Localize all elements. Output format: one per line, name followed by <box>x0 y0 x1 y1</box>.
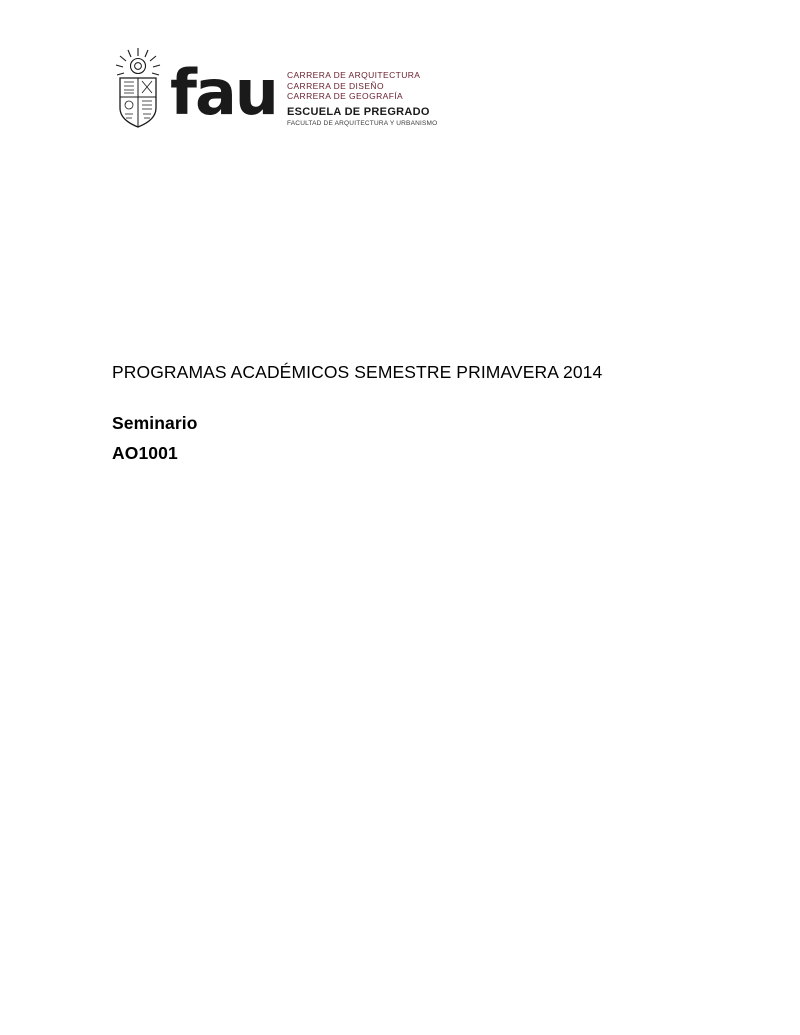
logo-line-arquitectura: CARRERA DE ARQUITECTURA <box>286 70 421 80</box>
course-type: Seminario <box>112 413 198 433</box>
document-body <box>112 360 692 468</box>
page-title: PROGRAMAS ACADÉMICOS SEMESTRE PRIMAVERA 2014 <box>112 362 603 382</box>
fau-wordmark: fau <box>170 56 277 129</box>
logo-line-escuela-pregrado: ESCUELA DE PREGRADO <box>286 105 430 118</box>
logo-line-diseno: CARRERA DE DISEÑO <box>286 80 384 91</box>
fau-logo <box>112 48 437 130</box>
course-code: AO1001 <box>112 443 178 463</box>
university-crest-icon <box>112 48 164 130</box>
logo-line-geografia: CARRERA DE GEOGRAFÍA <box>286 91 404 101</box>
fau-logo-text <box>287 70 437 128</box>
logo-line-facultad: FACULTAD DE ARQUITECTURA Y URBANISMO <box>286 119 438 127</box>
